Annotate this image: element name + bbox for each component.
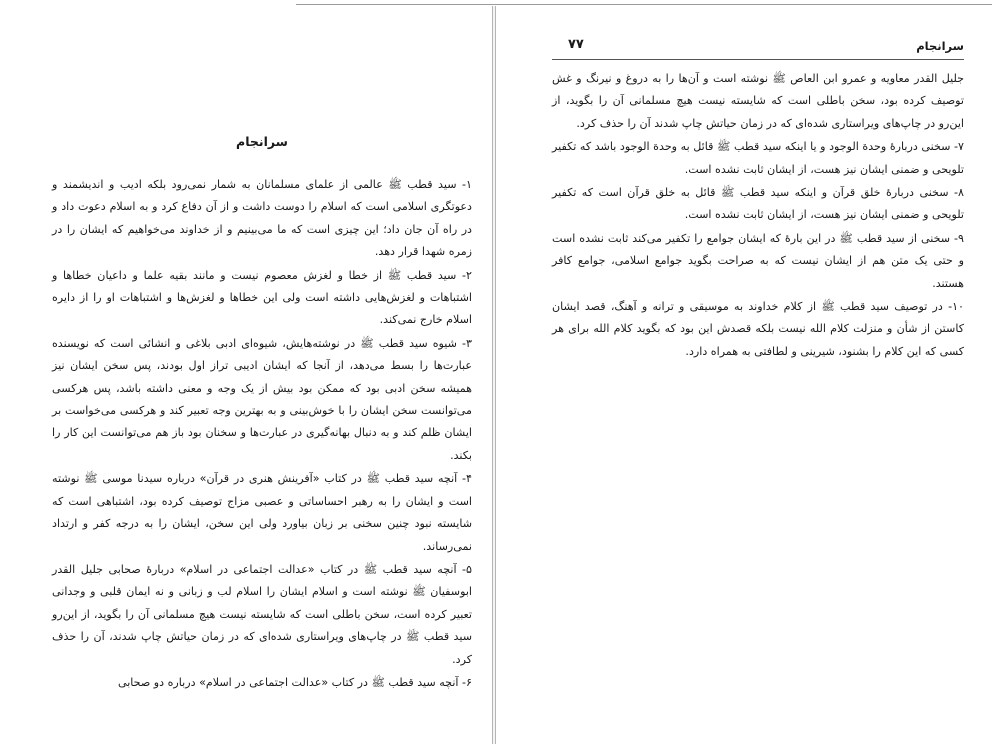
chapter-title: سرانجام <box>236 134 288 149</box>
left-page-body <box>52 174 472 695</box>
top-edge-line <box>296 0 992 5</box>
right-page <box>496 6 992 744</box>
paragraph-2: ۲- سید قطب ﷺ از خطا و لغزش معصوم نیست و مانند بقیه علما و داعیان خطاها و اشتباهات و لغزش‌هایی داشته است ولی این خطاها و لغزش‌ها و اشتباهات او را از دایره اسلام خارج نمی‌کند. <box>52 268 472 327</box>
paragraph-10: ۱۰- در توصیف سید قطب ﷺ از کلام خداوند به موسیقی و ترانه و آهنگ، قصد ایشان کاستن از شأن و منزلت کلام الله نیست بلکه قصدش این بود که بگوید کلام الله برای هر کسی که این کلام را بشنود، شیرینی و لطافتی به همراه دارد. <box>552 300 964 358</box>
paragraph-3: ۳- شیوه سید قطب ﷺ در نوشته‌هایش، شیوه‌ای ادبی بلاغی و انشائی است که نویسنده عبارت‌ها را بسط می‌دهد، از آنجا که ایشان ادیبی تراز اول بودند، پس سخن ایشان نیز همیشه سخن ادبی بود که ممکن بود بیش از یک وجه و معنی داشته باشد، پس هرکسی می‌توانست سخن ایشان را با خوش‌بینی و به بهترین وجه تعبیر کند و هرکسی می‌خواست بر ایشان ظلم کند و به دنبال بهانه‌گیری در عبارت‌ها و سخنان بود باز هم می‌توانست این کار را بکند. <box>52 336 472 462</box>
right-page-body <box>552 68 964 364</box>
running-header <box>552 34 964 60</box>
paragraph-1: ۱- سید قطب ﷺ عالمی از علمای مسلمانان به شمار نمی‌رود بلکه ادیب و اندیشمند و دعوتگری اسلامی است که اسلام را دوست داشت و از آن دفاع کرد و به اسلام دعوت داد و در راه آن جان داد؛ این چیزی است که ما می‌بینیم و از خداوند می‌خواهیم که ایشان را در زمره شهدا قرار دهد. <box>52 178 472 259</box>
paragraph-6: ۶- آنچه سید قطب ﷺ در کتاب «عدالت اجتماعی در اسلام» درباره دو صحابی <box>117 675 472 689</box>
paragraph-7: ۷- سخنی دربارهٔ وحدة الوجود و یا اینکه سید قطب ﷺ قائل به وحدة الوجود باشد که تکفیر تلویحی و ضمنی ایشان نیز هست، از ایشان ثابت نشده است. <box>552 140 964 176</box>
page-number: ۷۷ <box>568 37 584 52</box>
paragraph-4: ۴- آنچه سید قطب ﷺ در کتاب «آفرینش هنری در قرآن» درباره سیدنا موسی ﷺ نوشته است و ایشان را به رهبر احساساتی و عصبی مزاج توصیف کرده بود، اشتباهی است که شایسته نبود چنین سخنی بر زبان بیاورد ولی این سخن، ایشان را به درجه کفر و ارتداد نمی‌رساند. <box>52 472 472 553</box>
paragraph-9: ۹- سخنی از سید قطب ﷺ در این بارهٔ که ایشان جوامع را تکفیر می‌کند ثابت نشده است و حتی یک متن هم از ایشان نیست که به صراحت بگوید جوامع اسلامی، جوامع کافر هستند. <box>552 231 964 290</box>
running-header-title: سرانجام <box>916 39 964 53</box>
paragraph-6-cont: جلیل القدر معاویه و عمرو ابن العاص ﷺ نوشته است و آن‌ها را به دروغ و نیرنگ و غش توصیف کرده بود، سخن باطلی است که شایسته نیست هیچ مسلمانی آن را بگوید، از این‌رو در چاپ‌های ویراستاری شده‌ای که در زمان حیاتش چاپ شدند آن را حذف کرد. <box>552 72 964 130</box>
paragraph-8: ۸- سخنی دربارهٔ خلق قرآن و اینکه سید قطب ﷺ قائل به خلق قرآن است که تکفیر تلویحی و ضمنی ایشان نیز هست، از ایشان ثابت نشده است. <box>552 186 964 222</box>
left-page <box>0 6 492 744</box>
paragraph-5: ۵- آنچه سید قطب ﷺ در کتاب «عدالت اجتماعی در اسلام» دربارهٔ صحابی جلیل القدر ابوسفیان ﷺ نوشته است و اسلام ایشان را اسلام لب و زبانی و نه ایمان قلبی و وجدانی تعبیر کرده است، سخن باطلی است که شایسته نیست هیچ مسلمانی آن را بگوید، از این‌رو سید قطب ﷺ در چاپ‌های ویراستاری شده‌ای که در زمان حیاتش چاپ شدند، آن را حذف کرد. <box>52 562 472 666</box>
